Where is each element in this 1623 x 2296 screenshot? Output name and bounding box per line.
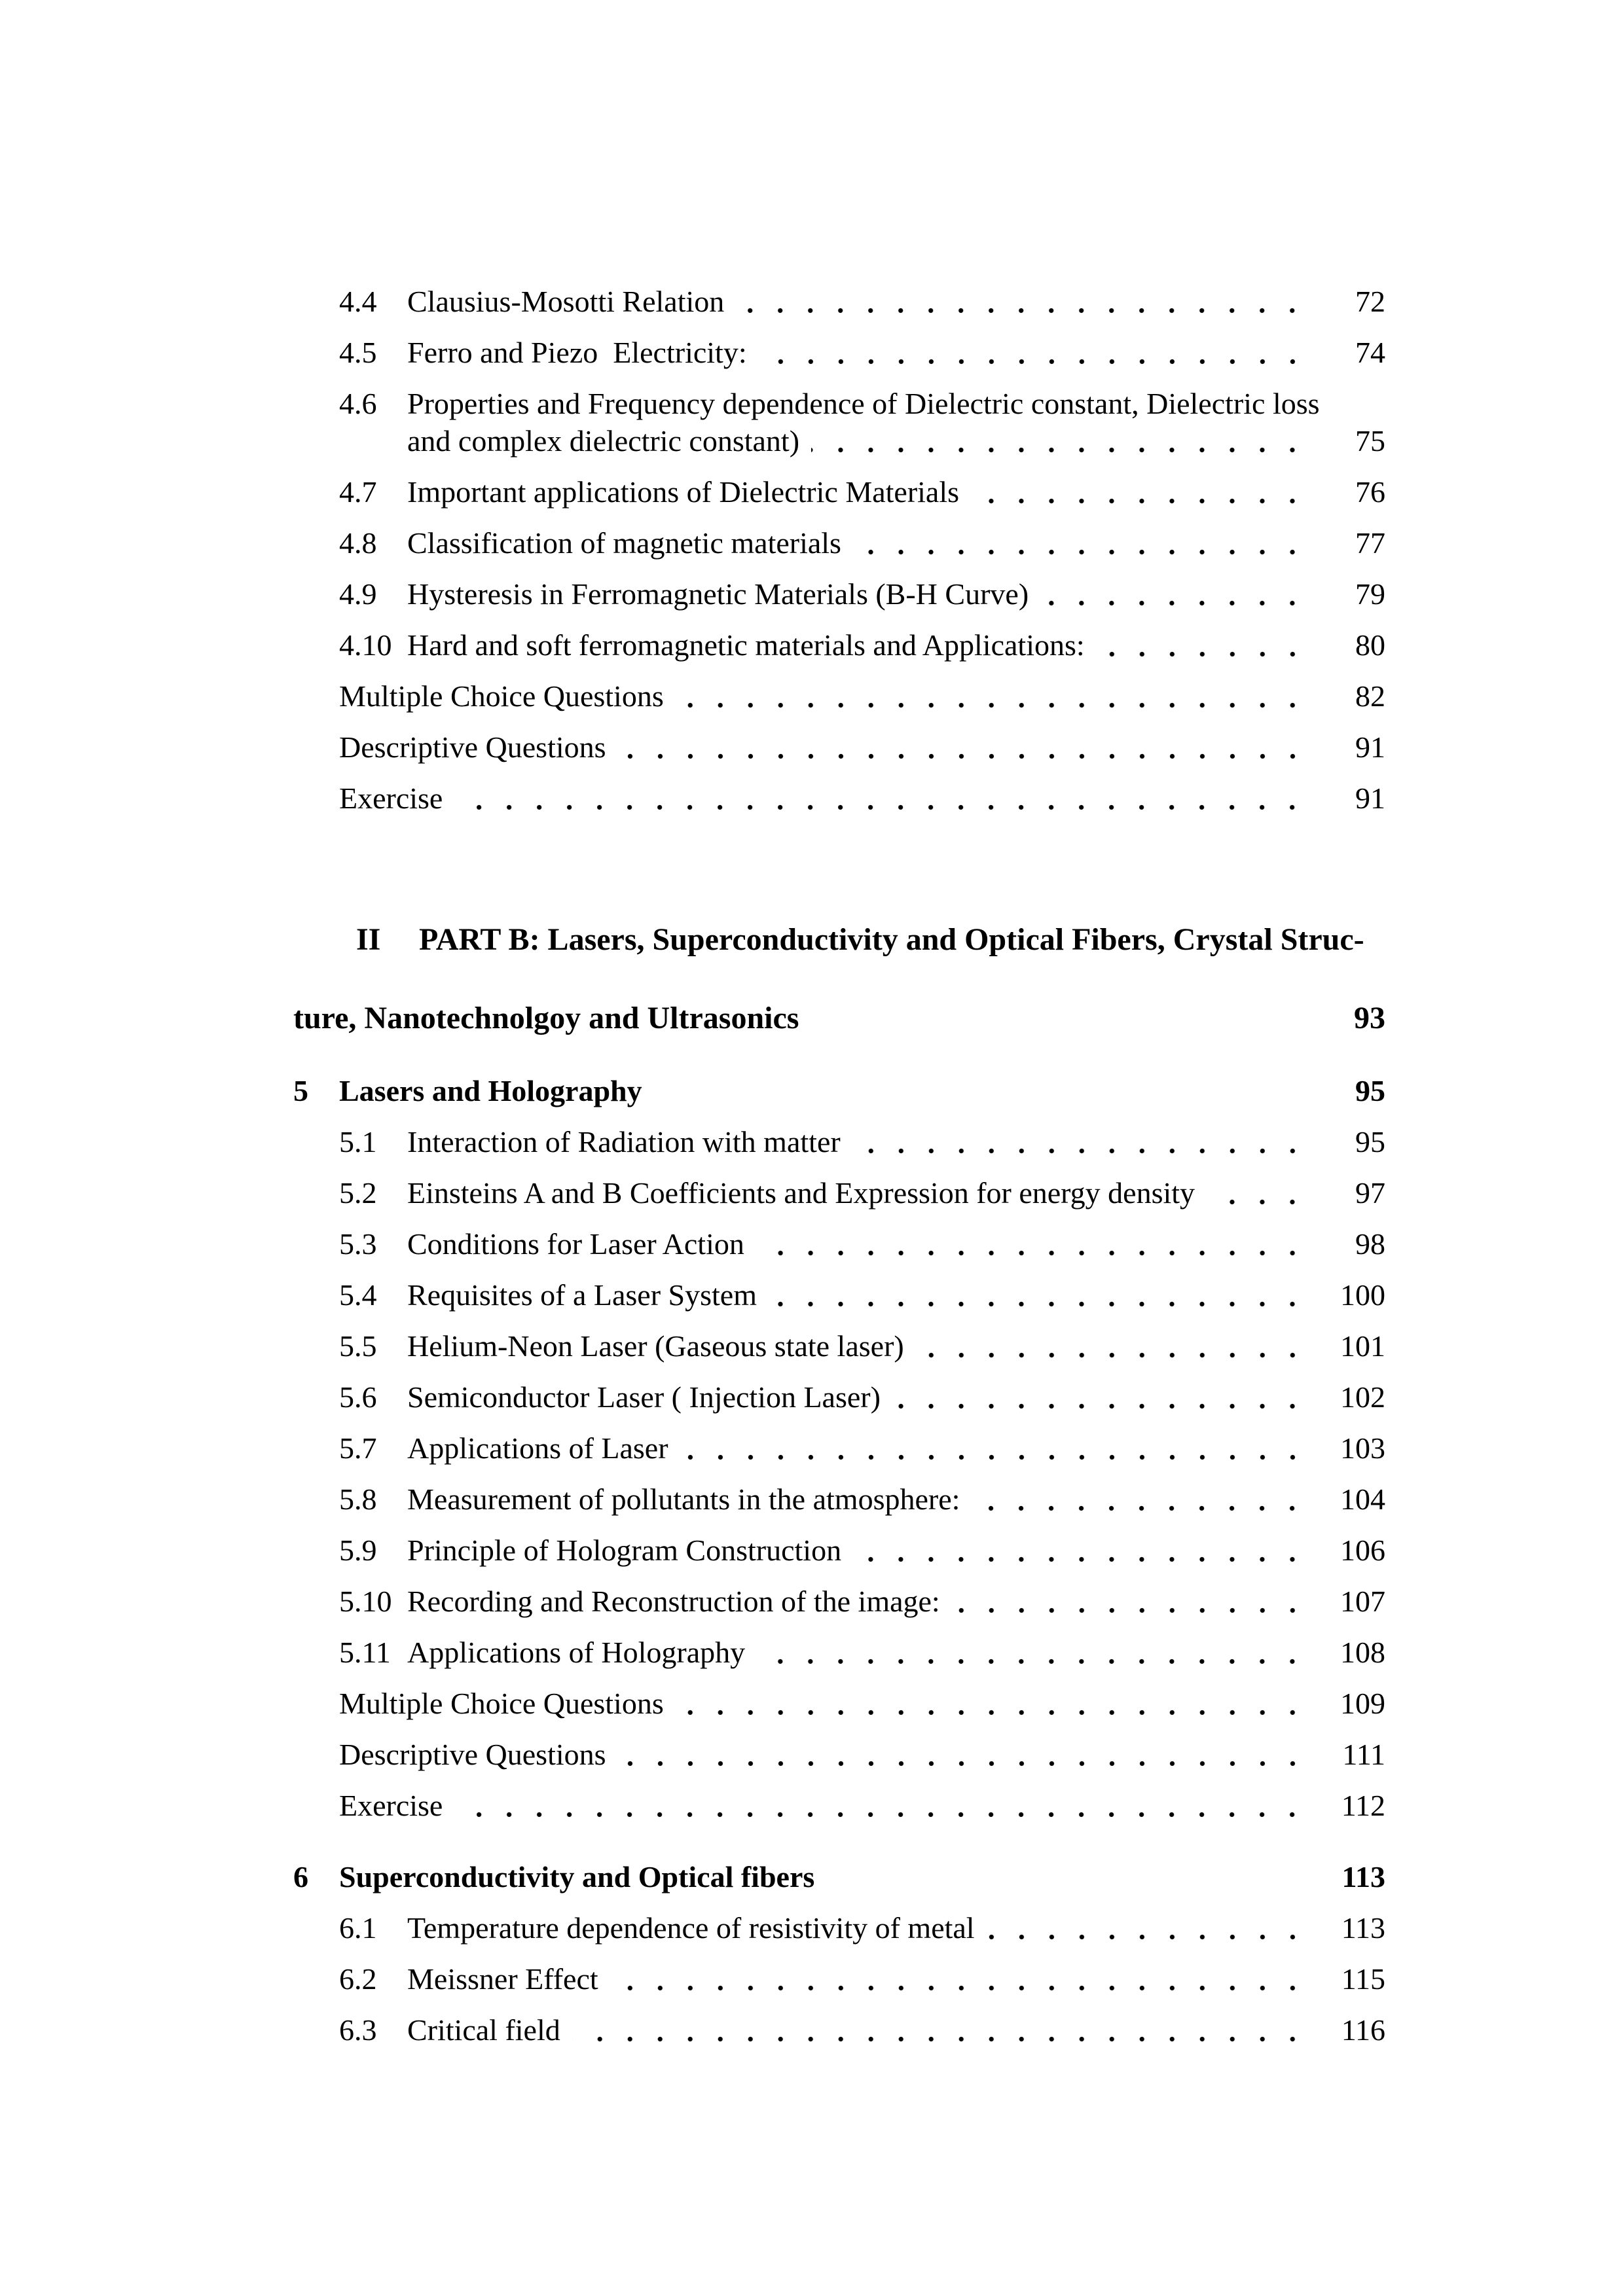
chapter-heading: [293, 1858, 1385, 1895]
page-number: 116: [1341, 2013, 1385, 2047]
part-title-line1: PART B: Lasers, Superconductivity and Optical Fibers, Crystal Struc-: [419, 922, 1364, 957]
toc-entry: [293, 575, 1385, 613]
spacer: [799, 999, 1317, 1038]
entry-title: Einsteins A and B Coefficients and Expression for energy density: [407, 1176, 1195, 1210]
page-number: 93: [1354, 1001, 1385, 1035]
toc-entry: [293, 283, 1385, 320]
toc-entry: [293, 780, 1385, 817]
entry-title-line1: Properties and Frequency dependence of Dielectric constant, Dielectric loss: [407, 387, 1320, 420]
page-number: 98: [1355, 1227, 1385, 1261]
toc-entry: [293, 1634, 1385, 1671]
toc-entry: [293, 1174, 1385, 1211]
page-number: 97: [1355, 1176, 1385, 1210]
page-number: 107: [1340, 1585, 1385, 1618]
page-number: 108: [1340, 1636, 1385, 1669]
page-number: 95: [1355, 1125, 1385, 1158]
spacer: [814, 1858, 1317, 1895]
entry-body: [407, 385, 1385, 459]
dot-leader: [756, 1225, 1309, 1263]
toc-entry: [293, 1123, 1385, 1160]
entry-number: 5.3: [339, 1227, 377, 1261]
entry-number: 4.6: [339, 387, 377, 420]
chapter-heading: [293, 1072, 1385, 1109]
entry-title: Critical field: [407, 2013, 560, 2047]
entry-number: 5.5: [339, 1329, 377, 1363]
dot-leader: [852, 1123, 1309, 1160]
entry-number: 5.8: [339, 1482, 377, 1516]
toc-entry: [293, 1787, 1385, 1824]
entry-title: Ferro and Piezo Electricity:: [407, 336, 747, 369]
entry-title: Exercise: [339, 1789, 443, 1822]
toc-entry: [293, 2011, 1385, 2049]
toc-entry: [293, 1685, 1385, 1722]
page-number: 106: [1340, 1534, 1385, 1567]
part-heading-line2: [293, 999, 1385, 1038]
page-number: 113: [1341, 1911, 1385, 1945]
dot-leader: [618, 728, 1309, 766]
entry-title: Recording and Reconstruction of the image:: [407, 1585, 940, 1618]
entry-number: 4.4: [339, 285, 377, 318]
entry-number: 5.4: [339, 1278, 377, 1312]
toc-entry: [293, 728, 1385, 766]
dot-leader: [987, 1909, 1309, 1946]
toc-entry: [293, 473, 1385, 511]
part-number: II: [356, 922, 381, 957]
page-number: 77: [1355, 526, 1385, 560]
chapter-number: 6: [293, 1860, 308, 1893]
page-number: 115: [1341, 1962, 1385, 1996]
dot-leader: [680, 1429, 1309, 1467]
entry-number: 4.9: [339, 577, 377, 611]
entry-title: Conditions for Laser Action: [407, 1227, 744, 1261]
chapter-number: 5: [293, 1074, 308, 1107]
page-number: 111: [1342, 1738, 1385, 1771]
dot-leader: [1207, 1174, 1309, 1211]
entry-title: Hard and soft ferromagnetic materials and Applications:: [407, 628, 1085, 662]
page-number: 91: [1355, 730, 1385, 764]
toc-entry: [293, 1378, 1385, 1416]
entry-title: Meissner Effect: [407, 1962, 598, 1996]
toc-entry: [293, 626, 1385, 664]
part-title-line2: ture, Nanotechnolgoy and Ultrasonics: [293, 1001, 799, 1035]
dot-leader: [676, 677, 1309, 715]
entry-number: 6.3: [339, 2013, 377, 2047]
dot-leader: [1040, 575, 1309, 613]
entry-number: 5.6: [339, 1380, 377, 1414]
dot-leader: [610, 1960, 1309, 1998]
entry-title: Measurement of pollutants in the atmosphere:: [407, 1482, 960, 1516]
dot-leader: [952, 1583, 1309, 1620]
dot-leader: [971, 473, 1309, 511]
entry-title: Multiple Choice Questions: [339, 1687, 664, 1720]
page-number: 113: [1341, 1860, 1385, 1893]
page-number: 101: [1340, 1329, 1385, 1363]
toc-entry: [293, 524, 1385, 562]
chapter-title: Superconductivity and Optical fibers: [339, 1860, 815, 1893]
entry-number: 5.7: [339, 1431, 377, 1465]
entry-number: 5.11: [339, 1636, 391, 1669]
dot-leader: [454, 1787, 1309, 1824]
entry-title: Important applications of Dielectric Materials: [407, 475, 960, 509]
dot-leader: [892, 1378, 1309, 1416]
toc-entry: [293, 1736, 1385, 1773]
dot-leader: [769, 1276, 1309, 1314]
dot-leader: [811, 422, 1309, 459]
page-number: 82: [1355, 679, 1385, 713]
entry-title: Helium-Neon Laser (Gaseous state laser): [407, 1329, 904, 1363]
page-number: 103: [1340, 1431, 1385, 1465]
entry-number: 4.5: [339, 336, 377, 369]
page-number: 79: [1355, 577, 1385, 611]
page-number: 76: [1355, 475, 1385, 509]
page-number: 75: [1355, 424, 1385, 457]
dot-leader: [853, 524, 1309, 562]
page-number: 109: [1340, 1687, 1385, 1720]
entry-number: 5.10: [339, 1585, 392, 1618]
page-number: 104: [1340, 1482, 1385, 1516]
dot-leader: [676, 1685, 1309, 1722]
entry-title: Interaction of Radiation with matter: [407, 1125, 841, 1158]
entry-title: Semiconductor Laser ( Injection Laser): [407, 1380, 881, 1414]
toc-entry: [293, 1480, 1385, 1518]
entry-title: Multiple Choice Questions: [339, 679, 664, 713]
entry-number: 6.2: [339, 1962, 377, 1996]
entry-title: Applications of Holography: [407, 1636, 746, 1669]
dot-leader: [757, 1634, 1309, 1671]
entry-title: Exercise: [339, 781, 443, 815]
toc-entry: [293, 1276, 1385, 1314]
entry-number: 6.1: [339, 1911, 377, 1945]
dot-leader: [1097, 626, 1309, 664]
page-number: 72: [1355, 285, 1385, 318]
spacer: [642, 1072, 1317, 1109]
toc-entry: [293, 1532, 1385, 1569]
page-number: 112: [1341, 1789, 1385, 1822]
entry-title: Clausius-Mosotti Relation: [407, 285, 725, 318]
page-number: 95: [1355, 1074, 1385, 1107]
entry-title: Applications of Laser: [407, 1431, 668, 1465]
toc-entry: [293, 1225, 1385, 1263]
entry-number: 4.8: [339, 526, 377, 560]
entry-title: Hysteresis in Ferromagnetic Materials (B-H Curve): [407, 577, 1029, 611]
table-of-contents: [293, 283, 1385, 2062]
toc-entry: [293, 334, 1385, 371]
entry-number: 5.2: [339, 1176, 377, 1210]
entry-title: Requisites of a Laser System: [407, 1278, 757, 1312]
dot-leader: [759, 334, 1309, 371]
page-number: 100: [1340, 1278, 1385, 1312]
dot-leader: [853, 1532, 1309, 1569]
chapter-title: Lasers and Holography: [339, 1074, 642, 1107]
dot-leader: [454, 780, 1309, 817]
entry-number: 4.10: [339, 628, 392, 662]
entry-title: Temperature dependence of resistivity of metal: [407, 1911, 975, 1945]
toc-entry: [293, 1960, 1385, 1998]
entry-number: 5.1: [339, 1125, 377, 1158]
entry-title: Descriptive Questions: [339, 1738, 606, 1771]
toc-entry: [293, 1909, 1385, 1946]
dot-leader: [572, 2011, 1309, 2049]
dot-leader: [916, 1327, 1309, 1365]
entry-number: 5.9: [339, 1534, 377, 1567]
entry-title-line2: and complex dielectric constant): [407, 424, 800, 457]
entry-number: 4.7: [339, 475, 377, 509]
toc-entry: [293, 677, 1385, 715]
page-number: 102: [1340, 1380, 1385, 1414]
entry-title: Principle of Hologram Construction: [407, 1534, 842, 1567]
toc-entry: [293, 1327, 1385, 1365]
page-number: 74: [1355, 336, 1385, 369]
entry-title-line2-row: [407, 422, 1385, 459]
dot-leader: [736, 283, 1309, 320]
toc-entry: [293, 385, 1385, 459]
toc-entry: [293, 1583, 1385, 1620]
dot-leader: [618, 1736, 1309, 1773]
entry-title: Descriptive Questions: [339, 730, 606, 764]
entry-title: Classification of magnetic materials: [407, 526, 841, 560]
dot-leader: [972, 1480, 1309, 1518]
part-heading-line1: [293, 881, 1385, 999]
page-number: 91: [1355, 781, 1385, 815]
page-number: 80: [1355, 628, 1385, 662]
part-heading: [293, 881, 1385, 1038]
toc-entry: [293, 1429, 1385, 1467]
